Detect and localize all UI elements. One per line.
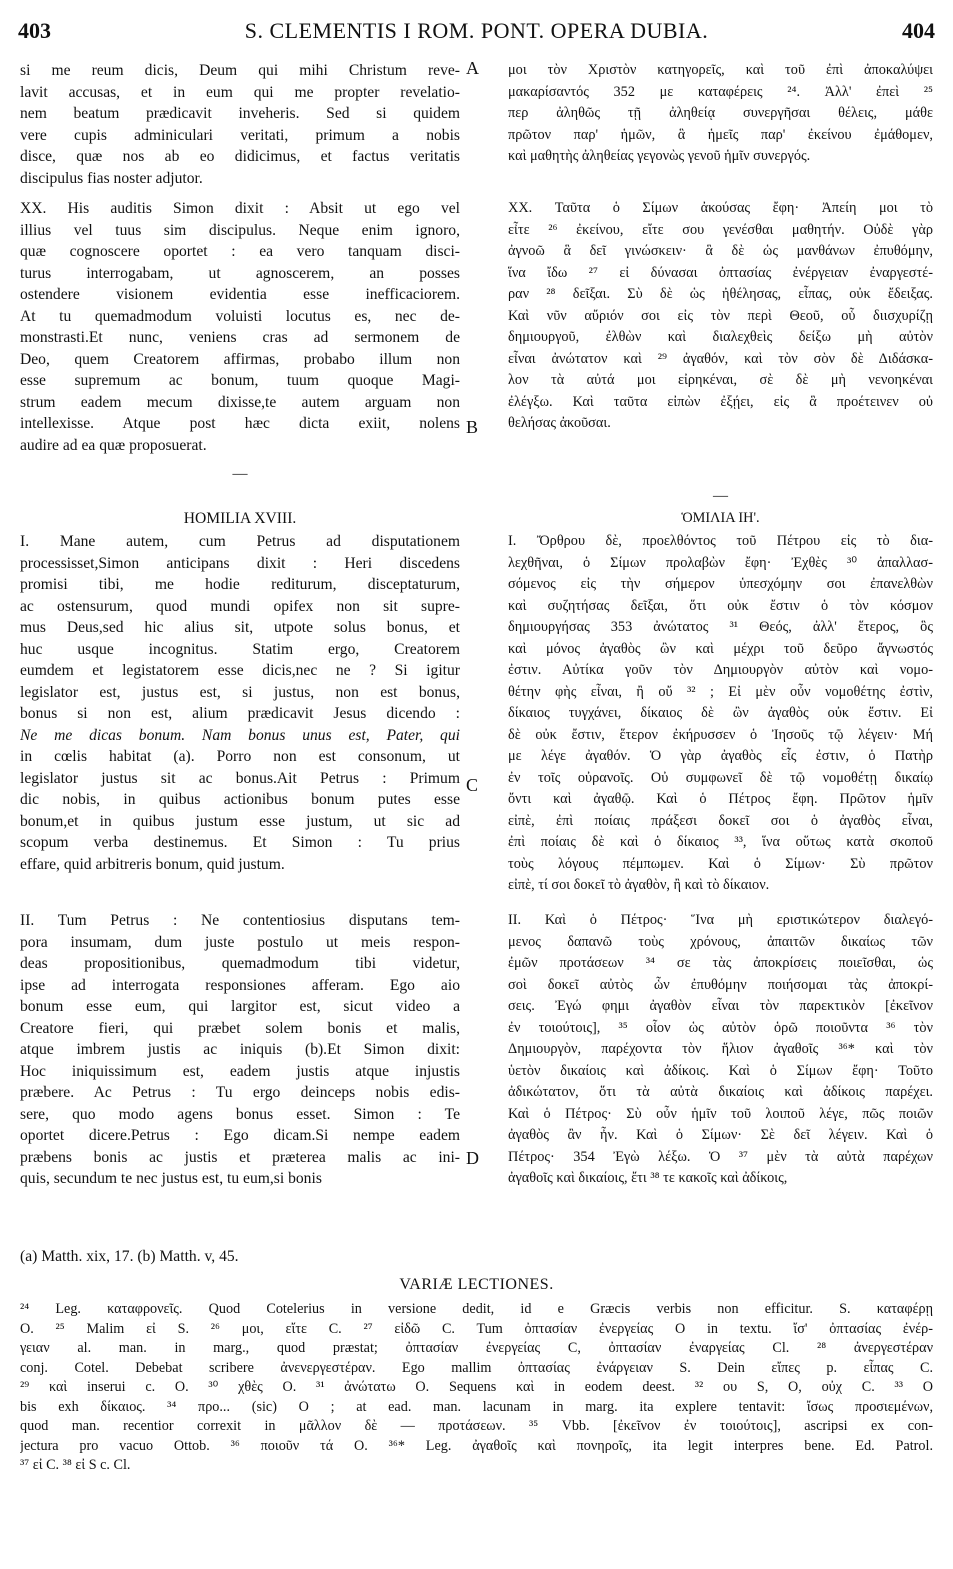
latin-text-line: si me reum dicis, Deum qui mihi Christum reve- — [20, 62, 460, 79]
latin-text-line: Creatore fieri, qui præbet solem bonis et malis, — [20, 1019, 460, 1037]
latin-text-line: disce, quæ nos ab eo didicimus, et factus veritatis — [20, 148, 460, 165]
greek-text-line: σοὶ δοκεῖ αὐτὸς ὧν ἐπυθόμην ποιήσομαι τὰς ἀποκρί- — [508, 976, 933, 993]
latin-text-line: discipulus fias noster adjutor. — [20, 169, 203, 187]
greek-homily-title: ὉΜΙΛΙΑ ΙΗ'. — [681, 510, 760, 526]
margin-marker-a: A — [466, 58, 479, 78]
latin-text-line: turus interrogabam, ut agnoscerem, an posses — [20, 264, 460, 282]
greek-text-line: τοὺς λόγους πέμπωμεν. Καὶ ὁ Σίμων· Σὺ πρῶτον — [508, 855, 933, 872]
greek-text-line: ἀγαθὸς ἂν ἦν. Καὶ ὁ Σίμων· Σὲ δεῖ λέγειν. Καὶ ὁ — [508, 1127, 933, 1143]
variae-line: ²⁹ καὶ inserui c. O. ³⁰ χθὲς O. ³¹ ἀνώτατω O. Sequens καὶ in eodem deest. ³² ου S, O, οὐχ C. ³³ O — [20, 1379, 933, 1395]
greek-text-line: δημιουργήσας 353 ἀνώτατος ³¹ Θεός, ἀλλ' ἕτερος, ὃς — [508, 619, 933, 635]
running-header — [18, 18, 935, 48]
greek-text-line: δὲ οὐκ ἔστιν, ἕτερον ἐκήρυσσεν ὁ Ἰησοῦς τῷ λέγειν· Μή — [508, 726, 933, 743]
greek-text-line: καὶ μόνος ἀγαθὸς ὢν καὶ μέχρι τοῦ δεῦρο ἄγνωστός — [508, 640, 933, 657]
latin-text-line: præbere. Ac Petrus : Tu ergo deinceps nobis edis- — [20, 1084, 460, 1101]
greek-text-line: καὶ μαθητὴς ἀληθείας γεγονὼς γενοῦ ἡμῖν συνεργός. — [508, 148, 811, 164]
latin-text-line: huc usque incognitus. Statim ergo, Creatorem — [20, 640, 460, 658]
latin-text-line: deas propositionibus, quemadmodum tibi videtur, — [20, 955, 460, 972]
greek-text-line: ἐμῶν προτάσεων ³⁴ σε τὰς ἀποκρίσεις ποιεῖσθαι, ὡς — [508, 955, 933, 971]
latin-text-line: pora insumam, dum juste postulo ut meis respon- — [20, 933, 460, 951]
latin-text-line: bonus si non est, alium prædicavit Jesus dicendo : — [20, 705, 460, 722]
latin-text-line: ostendere visionem evidentia esse inefficaciorem. — [20, 286, 460, 303]
latin-text-line: strum eadem mecum dixisse,te autem arguam non — [20, 393, 460, 411]
greek-text-line: δίκαιος τυγχάνει, δίκαιος δὲ ὢν ἀγαθὸς οὐκ ἔστιν. Εἰ — [508, 705, 933, 721]
greek-text-line: εἶτε ²⁶ ἐκείνου, εἴτε σου γενέσθαι μαθητήν. Οὐδὲ γὰρ — [508, 221, 933, 238]
greek-text-line: ἵνα ἴδω ²⁷ εἰ δύνασαι ὀπτασίας ἐνέργειαν ἐναργεστέ- — [508, 264, 933, 281]
greek-text-line: ὄντι καὶ ἀγαθῷ. Καὶ ὁ Πέτρος ἔφη. Πρῶτον ἡμῖν — [508, 791, 933, 807]
greek-text-line: μακαρίσαντός 352 με καταφέρεις ²⁴. Ἀλλ' ἐπεὶ ²⁵ — [508, 83, 933, 100]
variae-line: ³⁷ εἰ C. ³⁸ εἰ S c. Cl. — [20, 1457, 131, 1473]
latin-text-line: mus Deus,sed hic alius sit, utpote solus bonus, et — [20, 619, 460, 636]
latin-text-line: dic nobis, in quibus actionibus bonum putes esse — [20, 791, 460, 808]
latin-paragraph-4 — [20, 910, 460, 1190]
latin-paragraph-1 — [20, 60, 460, 189]
latin-text-line: lavit accusas, et in eum qui me propter revelatio- — [20, 83, 460, 101]
latin-homily-title: HOMILIA XVIII. — [183, 510, 297, 527]
latin-footnote: (a) Matth. xix, 17. (b) Matth. v, 45. — [20, 1248, 239, 1265]
latin-section-dash: — — [232, 466, 248, 482]
latin-text-line: esse supremum ac bonum, tuum quoque Magi- — [20, 372, 460, 389]
variae-line: O. ²⁵ Malim εἰ S. ²⁶ μοι, εἴτε C. ²⁷ εἰδῶ C. Tum ὀπτασίαν ἐνεργείας O in textu. ἴσ' ὀπτασίας ἐνέρ- — [20, 1320, 933, 1337]
greek-text-line: εἶναι ἀνώτατον καὶ ²⁹ ἀγαθόν, καὶ τὸν σὸν δὲ Διδάσκα- — [508, 350, 933, 367]
variae-lectiones-body — [20, 1300, 933, 1476]
greek-text-line: ἀγνοῶ ἃ δεῖ γινώσκειν· ἃ δὲ ὡς μανθάνων ἐπυθόμην, — [508, 243, 933, 259]
greek-text-line: μοι τὸν Χριστὸν κατηγορεῖς, καὶ τοῦ ἐπὶ ἀποκαλύψει — [508, 62, 933, 78]
variae-lectiones-title: VARIÆ LECTIONES. — [399, 1276, 554, 1293]
latin-text-line: legislator justus sit ac bonus.Ait Petrus : Primum — [20, 769, 460, 787]
latin-text-line: in cœlis habitat (a). Porro non est consonum, ut — [20, 748, 460, 765]
variae-line: conj. Cotel. Debebat scribere ἀνενεργεστέραν. Ego mallim ὀπτασίας ἐνάργειαν S. Dein εἴπες p. εἶπας C. — [20, 1359, 933, 1376]
latin-text-line: audire ad ea quæ proposuerat. — [20, 436, 207, 454]
latin-text-line: XX. His auditis Simon dixit : Absit ut ego vel — [20, 200, 460, 217]
greek-text-line: ἀδικώτατον, ὅτι τὰ αὐτὰ δικαίοις καὶ ἀδίκοις παρέχει. — [508, 1084, 933, 1100]
latin-text-line: promisi tibi, me hodie rediturum, disceptaturum, — [20, 576, 460, 593]
variae-line: quod man. recentior correxit in μᾶλλον δὲ — προτάσεων. ³⁵ Vbb. [ἐκεῖνον ἐν τοιούτοις], ascripsi ex con- — [20, 1418, 933, 1434]
greek-text-line: XX. Ταῦτα ὁ Σίμων ἀκούσας ἔφη· Ἀπείη μοι τὸ — [508, 200, 933, 216]
latin-text-line: atque imbrem justis ac iniquis (b).Et Simon dixit: — [20, 1041, 460, 1058]
latin-text-line: nem beatum prædicavit inveheris. Sed si quidem — [20, 105, 460, 122]
greek-text-line: με λέγε ἀγαθόν. Ὁ γὰρ ἀγαθὸς εἷς ἐστιν, ὁ Πατὴρ — [508, 748, 933, 764]
greek-text-line: εἰπὲ, τί σοι δοκεῖ τὸ ἀγαθὸν, ἢ καὶ τὸ δίκαιον. — [508, 877, 770, 893]
greek-text-line: Πέτρος· 354 Ἐγὼ λέξω. Ὁ ³⁷ μὲν τὰ αὐτὰ παρέχων — [508, 1148, 933, 1165]
greek-text-line: δημιουργοῦ, ἐλθὼν καὶ διαλεχθεὶς δείξω μὴ αὐτὸν — [508, 329, 933, 345]
greek-text-line: πρῶτον παρ' ἡμῶν, ἃ ἡμεῖς παρ' ἐκείνου ἐμάθομεν, — [508, 126, 933, 143]
latin-text-line: illius vel tuus sim discipulus. Neque enim ignoro, — [20, 221, 460, 239]
latin-text-line: Hoc iniquissimum est, eadem justis atque injustis — [20, 1062, 460, 1080]
latin-text-line: II. Tum Petrus : Ne contentiosius disputans tem- — [20, 912, 460, 929]
variae-line: ²⁴ Leg. καταφρονεῖς. Quod Cotelerius in versione dedit, id e Græcis verbis non efficitur. S. καταφέρῃ — [20, 1301, 933, 1317]
latin-paragraph-2 — [20, 198, 460, 456]
greek-text-line: λεχθῆναι, ὁ Σίμων προλαβὼν ἔφη· Ἐχθὲς ³⁰ ἀπαλλασ- — [508, 554, 933, 571]
greek-paragraph-2 — [508, 198, 933, 435]
greek-text-line: σεις. Ἐγώ φημι ἀγαθὸν εἶναι τὸν παρεκτικὸν [ἐκεῖνον — [508, 998, 933, 1014]
variae-line: jectura pro vacuo Ottob. ³⁶ ποιοῦν τά O. ³⁶* Leg. ἀγαθοῖς καὶ πονηροῖς, ita legit interpres bene. Ed. Patrol. — [20, 1437, 933, 1454]
latin-text-line: processisset,Simon anticipans dixit : Heri discedens — [20, 554, 460, 572]
greek-text-line: λον τὰ αὐτά μοι εἰρηκέναι, σὲ δὲ μὴ νενοηκέναι — [508, 372, 933, 388]
latin-text-line: præbens bonis ac justis et præterea malis ac ini- — [20, 1148, 460, 1166]
greek-text-line: εἰπὲ, ἐπὶ ποίαις πράξεσι δοκεῖ σοι ὁ ἀγαθὸς εἶναι, — [508, 812, 933, 829]
page-number-left: 403 — [18, 18, 51, 43]
greek-text-line: σόμενος εἰς τὴν σήμερον ὑπεσχόμην σοι ἐπανελθὼν — [508, 576, 933, 592]
greek-text-line: καὶ συζητήσας δεῖξαι, ὅτι οὐκ ἔστιν ὁ τὸν κόσμον — [508, 597, 933, 614]
latin-text-line: bonum esse eum, qui largitor est, sicut video a — [20, 998, 460, 1015]
latin-text-line: bonum,et in quibus justum esse justum, ut sic ad — [20, 812, 460, 830]
greek-text-line: περ ἀληθῶς τῇ ἀληθείᾳ συνεργῆσαι θέλεις, μάθε — [508, 105, 933, 121]
greek-text-line: ἐν τοῖς οὐρανοῖς. Οὐ συμφωνεῖ δὲ τῷ νομοθέτῃ δικαίῳ — [508, 769, 933, 786]
greek-text-line: ραν ²⁸ δεῖξαι. Σὺ δὲ ὡς ἠθέλησας, εἶπας, οὐκ ἔδειξας. — [508, 286, 933, 302]
variae-line: γειαν al. man. in marg., quod præstat; ὀπτασίαν ἐνεργείας C, ὀπτασίαν ἐναργείας Cl. ²⁸ ἀνεργεστέραν — [20, 1340, 933, 1356]
greek-paragraph-1 — [508, 60, 933, 168]
greek-text-line: Καὶ ὁ Πέτρος· Σὺ οὖν ἡμῖν τοῦ λοιποῦ λέγε, πῶς ποιῶν — [508, 1105, 933, 1122]
latin-text-line: ipse ad interrogata responsiones afferam. Ego aio — [20, 976, 460, 994]
greek-text-line: Καὶ νῦν αὔριόν σοι εἰς τὸν περὶ Θεοῦ, οὗ διισχυρίζῃ — [508, 307, 933, 324]
margin-marker-d: D — [466, 1148, 479, 1168]
greek-text-line: ἐπὶ ποίαις δὲ καὶ ὁ δίκαιος ³³, ἵνα οὕτως κατὰ σκοποῦ — [508, 834, 933, 850]
greek-text-line: μενος δαπανῶ τοὺς χρόνους, ἀπαιτῶν δικαίως τῶν — [508, 933, 933, 950]
greek-text-line: I. Ὄρθρου δὲ, προελθόντος τοῦ Πέτρου εἰς τὸ δια- — [508, 533, 933, 549]
latin-text-line: At tu quemadmodum voluisti locutus es, nec de- — [20, 307, 460, 325]
latin-text-line: eumdem et legistatorem esse dicis,nec ne ? Si igitur — [20, 662, 460, 679]
latin-text-line: quis, secundum te nec justus est, tu eum,si bonis — [20, 1170, 322, 1187]
greek-paragraph-4 — [508, 910, 933, 1190]
greek-text-line: Δημιουργὸν, παρέχοντα τὸν ἥλιον ἀγαθοῖς ³⁶* καὶ τὸν — [508, 1041, 933, 1057]
greek-text-line: ἐν τοιούτοις], ³⁵ οἷον ὡς αὐτὸν ὁρῶ ποιοῦντα ³⁶ τὸν — [508, 1019, 933, 1036]
latin-text-line: monstrasti.Et nunc, veniens cras ad sermonem de — [20, 329, 460, 346]
latin-text-line: ac ostensurum, quod mundi opifex non sit supre- — [20, 597, 460, 615]
greek-paragraph-3 — [508, 531, 933, 897]
running-title: S. CLEMENTIS I ROM. PONT. OPERA DUBIA. — [244, 18, 709, 43]
latin-text-line: legislator est, justus est, si justus, non est bonus, — [20, 683, 460, 701]
latin-text-line: quæ cognoscere oportet : ea vero tanquam disci- — [20, 243, 460, 260]
greek-text-line: ἀγαθοῖς καὶ δικαίοις, ἔτι ³⁸ τε κακοῖς καὶ ἀδίκοις, — [508, 1170, 788, 1186]
greek-section-dash: — — [713, 488, 728, 504]
greek-text-line: II. Καὶ ὁ Πέτρος· Ἵνα μὴ εριστικώτερον διαλεγό- — [508, 912, 933, 928]
latin-text-line: Deo, quem Creatorem affirmas, probabo illum non — [20, 350, 460, 368]
greek-text-line: ἐστιν. Αὐτίκα γοῦν τὸν Δημιουργὸν αὐτὸν καὶ νομο- — [508, 662, 933, 678]
latin-text-line: Ne me dicas bonum. Nam bonus unus est, Pater, qui — [20, 726, 460, 744]
greek-text-line: ὑετὸν δικαίοις καὶ ἀδίκοις. Καὶ ὁ Σίμων ἔφη· Τοῦτο — [508, 1062, 933, 1079]
greek-text-line: θέτην φὴς εἶναι, ἢ οὔ ³² ; Εἰ μὲν οὖν νομοθέτης ἐστὶν, — [508, 683, 933, 700]
variae-line: bis exh δίκαιος. ³⁴ προ... (sic) O ; at ead. man. lacunam in marg. ita explere tentavit: ἴσως προσιεμένων, — [20, 1398, 933, 1415]
greek-text-line: θελήσας ἀκοῦσαι. — [508, 415, 611, 431]
latin-paragraph-3 — [20, 531, 460, 875]
latin-text-line: I. Mane autem, cum Petrus ad disputationem — [20, 533, 460, 550]
latin-text-line: oportet dicere.Petrus : Ego dicam.Si nempe eadem — [20, 1127, 460, 1144]
margin-marker-b: B — [466, 417, 479, 437]
latin-text-line: intellexisse. Atque post hæc dicta exiit, nolens — [20, 415, 460, 432]
margin-marker-c: C — [466, 775, 479, 795]
greek-text-line: ἐλέγξω. Καὶ ταῦτα εἰπὼν ἐξῄει, εἰς ἃ προέτεινεν οὐ — [508, 393, 933, 410]
latin-text-line: vere cupis adminiculari veritati, primum a nobis — [20, 126, 460, 144]
latin-text-line: scopum verba destinemus. Et Simon : Tu prius — [20, 834, 460, 851]
latin-text-line: sere, quo modo agens bonus esset. Simon : Te — [20, 1105, 460, 1123]
page-number-right: 404 — [902, 18, 935, 43]
latin-text-line: effare, quid arbitreris bonum, quid justum. — [20, 855, 285, 873]
